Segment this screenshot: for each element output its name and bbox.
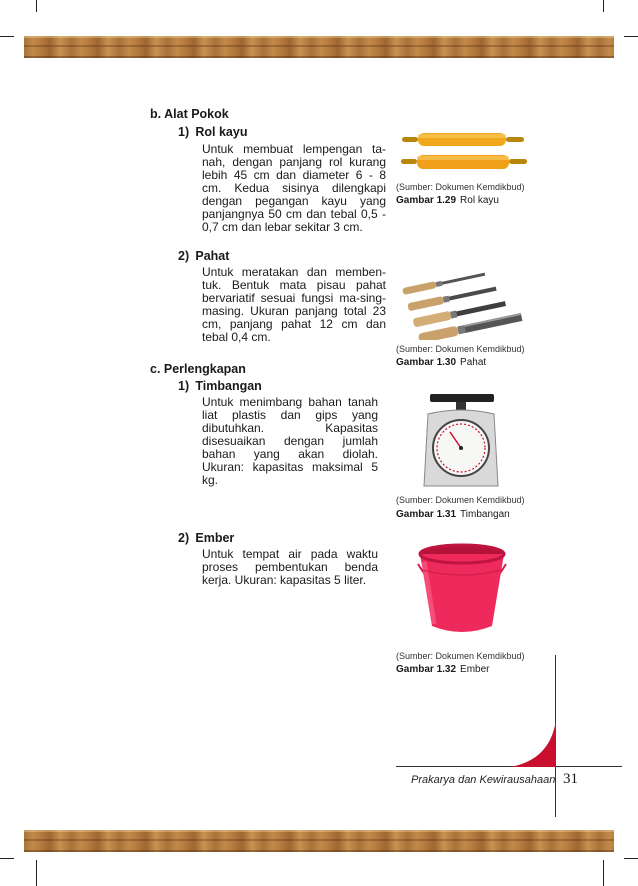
- item-title-timbangan: 1) Timbangan: [178, 379, 262, 393]
- item-text-rol-kayu: Untuk membuat lempengan ta-nah, dengan panjang rol kurang lebih 45 cm dan diameter 6 - 8 cm. Kedua sisinya dilengkapi dengan pegangan kayu yang panjangnya 50 cm dan tebal 0,5 - 0,7 cm dan lebar sekitar 3 cm.: [202, 142, 386, 234]
- crop-mark: [36, 0, 37, 12]
- page-number: 31: [563, 771, 578, 787]
- scale-figure: [420, 392, 502, 490]
- item-text-pahat: Untuk meratakan dan memben-tuk. Bentuk mata pisau pahat bervariatif sesuai fungsi ma-sing-masing. Ukuran panjang total 23 cm, panjang pahat 12 cm dan tebal 0,4 cm.: [202, 265, 386, 344]
- item-title-pahat: 2) Pahat: [178, 249, 230, 263]
- wood-header-bar: [24, 36, 614, 58]
- section-b-heading: b. Alat Pokok: [150, 107, 229, 121]
- crop-mark: [624, 36, 638, 37]
- figure-label: Gambar 1.29: [396, 195, 457, 206]
- chisel-figure: [398, 262, 526, 340]
- crop-mark: [603, 860, 604, 886]
- decorative-horizontal-line: [396, 766, 622, 767]
- decorative-red-corner: [510, 720, 556, 767]
- figure-caption: [396, 509, 510, 520]
- figure-source: (Sumber: Dokumen Kemdikbud): [396, 651, 525, 661]
- crop-mark: [624, 858, 638, 859]
- item-title-rol-kayu: 1) Rol kayu: [178, 125, 248, 139]
- figure-source: (Sumber: Dokumen Kemdikbud): [396, 182, 525, 192]
- item-text-ember: Untuk tempat air pada waktu proses pembentukan benda kerja. Ukuran: kapasitas 5 liter.: [202, 547, 378, 587]
- item-text-timbangan: Untuk menimbang bahan tanah liat plastis dan gips yang dibutuhkan. Kapasitas disesuaikan dengan jumlah bahan yang akan diolah. Ukuran: kapasitas maksimal 5 kg.: [202, 395, 378, 487]
- figure-label: Gambar 1.30: [396, 357, 457, 368]
- bucket-figure: [412, 540, 512, 640]
- crop-mark: [603, 0, 604, 12]
- crop-mark: [36, 860, 37, 886]
- figure-caption: [396, 664, 490, 675]
- figure-label: Gambar 1.32: [396, 664, 457, 675]
- figure-name: Pahat: [460, 357, 487, 368]
- wood-footer-bar: [24, 830, 614, 852]
- book-title: Prakarya dan Kewirausahaan: [411, 774, 556, 786]
- crop-mark: [0, 858, 14, 859]
- figure-source: (Sumber: Dokumen Kemdikbud): [396, 495, 525, 505]
- figure-source: (Sumber: Dokumen Kemdikbud): [396, 344, 525, 354]
- figure-label: Gambar 1.31: [396, 509, 457, 520]
- crop-mark: [0, 36, 14, 37]
- figure-name: Timbangan: [460, 509, 510, 520]
- figure-caption: [396, 195, 499, 206]
- figure-name: Rol kayu: [460, 195, 499, 206]
- rolling-pin-figure: [400, 128, 530, 178]
- item-title-ember: 2) Ember: [178, 531, 235, 545]
- figure-name: Ember: [460, 664, 490, 675]
- figure-caption: [396, 357, 486, 368]
- section-c-heading: c. Perlengkapan: [150, 362, 246, 376]
